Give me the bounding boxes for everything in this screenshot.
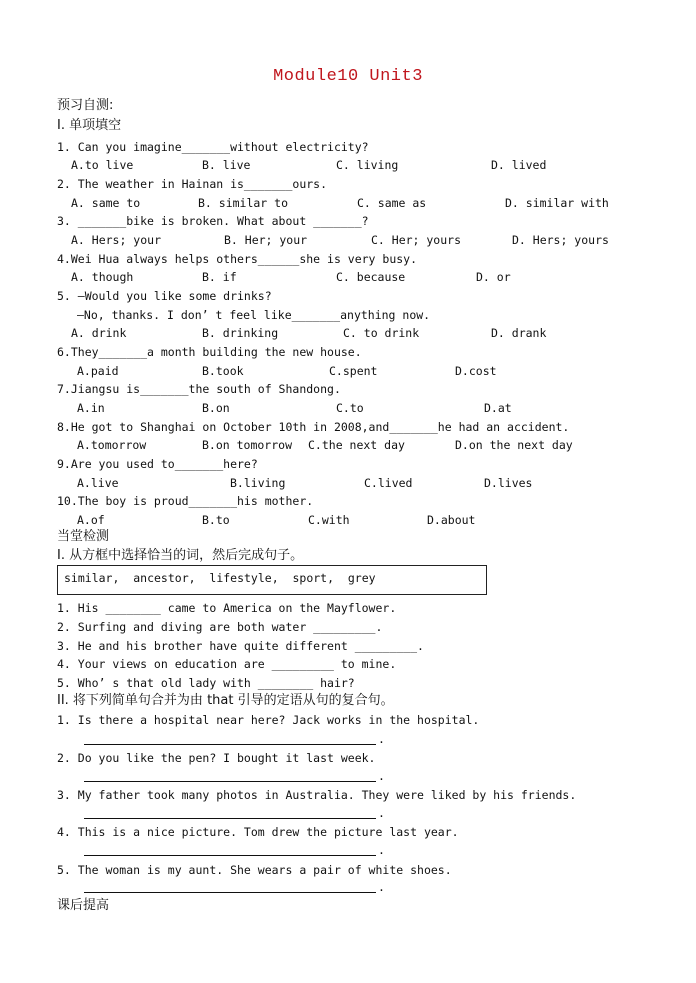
combine-sentence: 1. Is there a hospital near here? Jack works in the hospital. (57, 713, 480, 727)
question-options (57, 513, 657, 527)
option: A.paid (77, 364, 119, 378)
question-options (57, 196, 657, 210)
option: B. similar to (198, 196, 289, 210)
combine-sentence: 3. My father took many photos in Australia. They were liked by his friends. (57, 788, 577, 802)
option: D. or (476, 270, 511, 284)
answer-line (84, 892, 376, 893)
combine-sentence: 2. Do you like the pen? I bought it last week. (57, 751, 376, 765)
option: D. Hers; yours (512, 233, 609, 247)
option: A. Hers; your (71, 233, 162, 247)
preview-heading: 预习自测: (57, 98, 114, 113)
option: D.lives (484, 476, 533, 490)
option: B. if (202, 270, 237, 284)
answer-period: . (378, 732, 385, 746)
option: C.the next day (308, 438, 405, 452)
option: C. to drink (343, 326, 420, 340)
question-stem: 5. —Would you like some drinks? (57, 289, 272, 303)
question-options (57, 438, 657, 452)
answer-period: . (378, 806, 385, 820)
option: C. living (336, 158, 399, 172)
answer-period: . (378, 769, 385, 783)
question-options (57, 476, 657, 490)
fill-sentence: 1. His ________ came to America on the Mayflower. (57, 601, 397, 615)
page-title: Module10 Unit3 (273, 67, 423, 86)
question-stem: 9.Are you used to_______here? (57, 457, 258, 471)
option: C.spent (329, 364, 378, 378)
part-word-box: I. 从方框中选择恰当的词，然后完成句子。 (57, 548, 304, 563)
part-single-choice: I. 单项填空 (57, 118, 122, 133)
question-stem: 4.Wei Hua always helps others______she is very busy. (57, 252, 418, 266)
option: C. Her; yours (371, 233, 462, 247)
question-stem: 7.Jiangsu is_______the south of Shandong. (57, 382, 341, 396)
answer-line (84, 781, 376, 782)
option: B.on tomorrow (202, 438, 293, 452)
question-options (57, 270, 657, 284)
question-options (57, 233, 657, 247)
after-class-heading: 课后提高 (57, 898, 110, 913)
option: D.on the next day (455, 438, 573, 452)
question-stem-reply: —No, thanks. I don’ t feel like_______anything now. (77, 308, 431, 322)
option: B. Her; your (224, 233, 308, 247)
option: C. same as (357, 196, 427, 210)
option: B. drinking (202, 326, 279, 340)
option: A. same to (71, 196, 141, 210)
combine-sentence: 5. The woman is my aunt. She wears a pair of white shoes. (57, 863, 452, 877)
option: B.on (202, 401, 230, 415)
option: C.to (336, 401, 364, 415)
option: C.lived (364, 476, 413, 490)
option: D.cost (455, 364, 497, 378)
option: A.in (77, 401, 105, 415)
question-stem: 1. Can you imagine_______without electricity? (57, 140, 369, 154)
option: C. because (336, 270, 406, 284)
option: B.living (230, 476, 286, 490)
option: D.about (427, 513, 476, 527)
answer-period: . (378, 843, 385, 857)
option: D. lived (491, 158, 547, 172)
question-stem: 6.They_______a month building the new house. (57, 345, 362, 359)
question-options (57, 158, 657, 172)
option: A. drink (71, 326, 127, 340)
option: B.took (202, 364, 244, 378)
fill-sentence: 3. He and his brother have quite different _________. (57, 639, 424, 653)
part-combine: II. 将下列简单句合并为由 that 引导的定语从句的复合句。 (57, 693, 394, 708)
fill-sentence: 2. Surfing and diving are both water _________. (57, 620, 383, 634)
question-options (57, 401, 657, 415)
option: C.with (308, 513, 350, 527)
option: A.live (77, 476, 119, 490)
question-options (57, 326, 657, 340)
answer-line (84, 855, 376, 856)
option: B.to (202, 513, 230, 527)
question-stem: 3. _______bike is broken. What about _______? (57, 214, 369, 228)
option: A.of (77, 513, 105, 527)
answer-line (84, 744, 376, 745)
option: D. similar with (505, 196, 609, 210)
fill-sentence: 4. Your views on education are _________ to mine. (57, 657, 397, 671)
question-stem: 10.The boy is proud_______his mother. (57, 494, 314, 508)
question-options (57, 364, 657, 378)
word-box-text: similar, ancestor, lifestyle, sport, grey (64, 571, 376, 585)
option: B. live (202, 158, 251, 172)
word-box (57, 565, 487, 595)
answer-line (84, 818, 376, 819)
option: A. though (71, 270, 134, 284)
option: D. drank (491, 326, 547, 340)
combine-sentence: 4. This is a nice picture. Tom drew the picture last year. (57, 825, 459, 839)
in-class-heading: 当堂检测 (57, 529, 110, 544)
option: D.at (484, 401, 512, 415)
answer-period: . (378, 880, 385, 894)
option: A.to live (71, 158, 134, 172)
option: A.tomorrow (77, 438, 147, 452)
fill-sentence: 5. Who’ s that old lady with ________ hair? (57, 676, 355, 690)
question-stem: 2. The weather in Hainan is_______ours. (57, 177, 328, 191)
question-stem: 8.He got to Shanghai on October 10th in 2008,and_______he had an accident. (57, 420, 570, 434)
